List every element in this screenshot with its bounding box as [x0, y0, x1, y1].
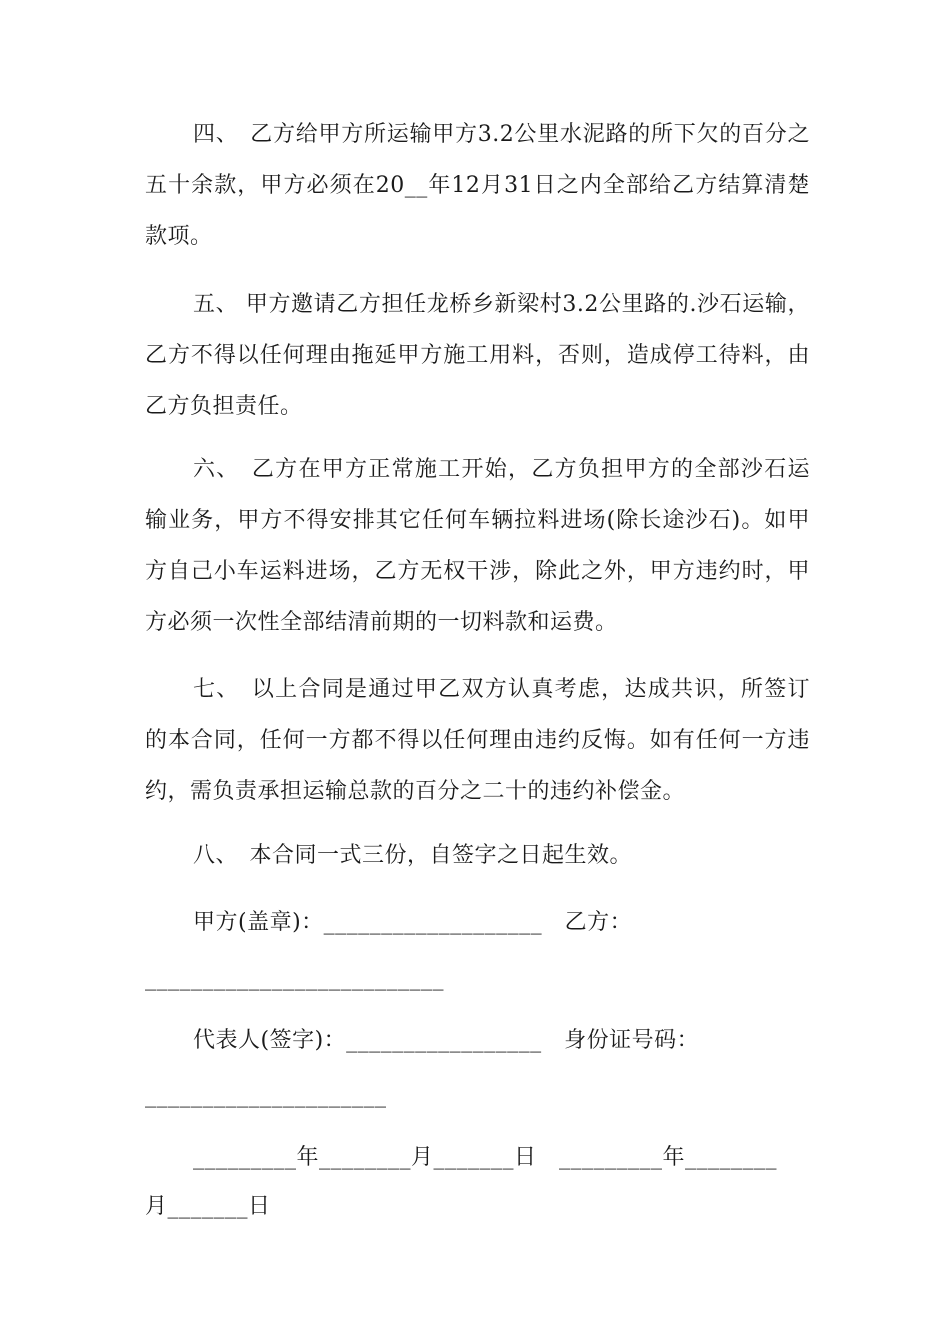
clause-6: 六、 乙方在甲方正常施工开始，乙方负担甲方的全部沙石运输业务，甲方不得安排其它任何车辆拉料进场(除长途沙石)。如甲方自己小车运料进场，乙方无权干涉，除此之外，甲方违约时，甲方必须一次性全部结清前期的一切料款和运费。 [145, 457, 810, 635]
party-b-blank: __________________________ [145, 966, 444, 991]
id-number-blank: _____________________ [145, 1083, 387, 1108]
clause-4: 四、 乙方给甲方所运输甲方3.2公里水泥路的所下欠的百分之五十余款，甲方必须在20__年12月31日之内全部给乙方结算清楚款项。 [145, 122, 810, 249]
date-line: _________年________月_______日 _________年________ [193, 1145, 778, 1170]
date-line-continued: 月_______日 [145, 1194, 271, 1219]
party-a-signature-line: 甲方(盖章)：___________________ 乙方： [193, 910, 633, 935]
clause-5: 五、 甲方邀请乙方担任龙桥乡新梁村3.2公里路的.沙石运输，乙方不得以任何理由拖延甲方施工用料，否则，造成停工待料，由乙方负担责任。 [145, 292, 810, 419]
clause-7: 七、 以上合同是通过甲乙双方认真考虑，达成共识，所签订的本合同，任何一方都不得以任何理由违约反悔。如有任何一方违约，需负责承担运输总款的百分之二十的违约补偿金。 [145, 677, 810, 804]
representative-signature-line: 代表人(签字)：_________________ 身份证号码： [193, 1028, 700, 1053]
clause-8: 八、 本合同一式三份，自签字之日起生效。 [193, 843, 633, 868]
